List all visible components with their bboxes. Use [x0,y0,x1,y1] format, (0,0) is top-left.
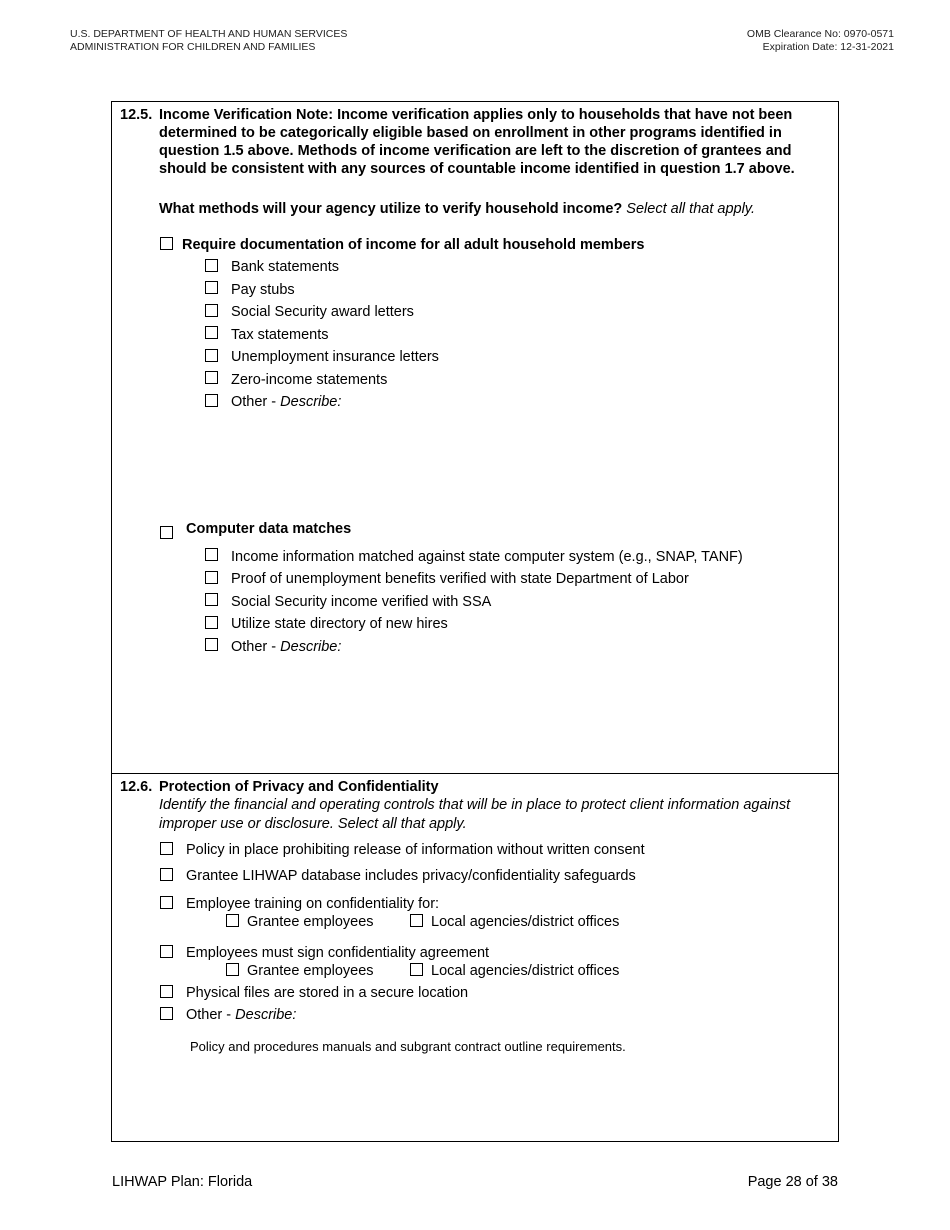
ss-award-letters-label: Social Security award letters [231,304,414,320]
question-12-5 [159,200,755,218]
omb-header [747,28,894,53]
training-grantee-employees-label: Grantee employees [247,914,374,930]
state-computer-match-label: Income information matched against state computer system (e.g., SNAP, TANF) [231,549,743,565]
other-privacy-label: Other - Describe: [186,1007,297,1023]
checkbox-zero-income[interactable] [205,371,218,384]
checkbox-database-safeguards[interactable] [160,868,173,881]
question-number-12-5: 12.5. [120,107,153,123]
footer-plan-name: LIHWAP Plan: Florida [112,1174,253,1190]
other-privacy-response: Policy and procedures manuals and subgrant contract outline requirements. [190,1039,626,1054]
describe-prompt: Describe: [280,394,342,410]
require-documentation-label: Require documentation of income for all adult household members [182,237,645,253]
bank-statements-label: Bank statements [231,259,339,275]
section-12-6-description: Identify the financial and operating controls that will be in place to protect client information against improper use or disclosure. Select all that apply. [159,797,791,832]
checkbox-ss-award-letters[interactable] [205,304,218,317]
agency-division: ADMINISTRATION FOR CHILDREN AND FAMILIES [70,40,316,53]
section-12-6-title: Protection of Privacy and Confidentiality [159,779,439,795]
checkbox-require-documentation[interactable] [160,237,173,250]
expiration-date: Expiration Date: 12-31-2021 [762,40,894,53]
checkbox-other-income-docs[interactable] [205,394,218,407]
checkbox-computer-data-matches[interactable] [160,526,173,539]
checkbox-ssa-verified[interactable] [205,593,218,606]
describe-prompt: Describe: [280,639,342,655]
footer-page-number: Page 28 of 38 [747,1174,838,1190]
unemployment-letters-label: Unemployment insurance letters [231,349,439,365]
written-consent-policy-label: Policy in place prohibiting release of information without written consent [186,842,645,858]
other-data-match-label: Other - Describe: [231,639,342,655]
checkbox-employee-training[interactable] [160,896,173,909]
describe-prompt: Describe: [235,1007,297,1023]
checkbox-bank-statements[interactable] [205,259,218,272]
zero-income-label: Zero-income statements [231,372,388,388]
checkbox-secure-physical-files[interactable] [160,985,173,998]
tax-statements-label: Tax statements [231,327,329,343]
computer-data-matches-label: Computer data matches [186,521,352,537]
checkbox-training-grantee-employees[interactable] [226,914,239,927]
agreement-grantee-employees-label: Grantee employees [247,963,374,979]
income-verification-note: Income Verification Note: Income verification applies only to households that have not been determined to be categorically eligible based on enrollment in other programs identified in question 1.5 above. Methods of income verification are left to the discretion of grantees and should be consistent with any sources of countable income identified in question 1.7 above. [159,107,795,177]
agreement-local-agencies-label: Local agencies/district offices [431,963,620,979]
checkbox-training-local-agencies[interactable] [410,914,423,927]
confidentiality-agreement-label: Employees must sign confidentiality agreement [186,945,490,961]
question-12-5-text: What methods will your agency utilize to verify household income? [159,201,623,217]
question-number-12-6: 12.6. [120,779,153,795]
omb-clearance: OMB Clearance No: 0970-0571 [746,28,894,40]
checkbox-other-data-match[interactable] [205,638,218,651]
secure-physical-files-label: Physical files are stored in a secure location [186,985,469,1001]
new-hires-label: Utilize state directory of new hires [231,616,448,632]
checkbox-state-computer-match[interactable] [205,548,218,561]
ssa-verified-label: Social Security income verified with SSA [231,594,492,610]
checkbox-confidentiality-agreement[interactable] [160,945,173,958]
agency-header [70,28,347,53]
training-local-agencies-label: Local agencies/district offices [431,914,620,930]
pay-stubs-label: Pay stubs [231,282,295,298]
checkbox-pay-stubs[interactable] [205,281,218,294]
other-income-docs-label: Other - Describe: [231,394,342,410]
checkbox-new-hires[interactable] [205,616,218,629]
checkbox-tax-statements[interactable] [205,326,218,339]
question-12-5-hint: Select all that apply. [626,201,755,217]
checkbox-agreement-grantee-employees[interactable] [226,963,239,976]
checkbox-agreement-local-agencies[interactable] [410,963,423,976]
agency-name: U.S. DEPARTMENT OF HEALTH AND HUMAN SERVICES [70,28,348,40]
checkbox-written-consent-policy[interactable] [160,842,173,855]
unemployment-dol-label: Proof of unemployment benefits verified with state Department of Labor [231,571,689,587]
checkbox-unemployment-letters[interactable] [205,349,218,362]
checkbox-other-privacy[interactable] [160,1007,173,1020]
checkbox-unemployment-dol[interactable] [205,571,218,584]
database-safeguards-label: Grantee LIHWAP database includes privacy/confidentiality safeguards [186,868,636,884]
employee-training-label: Employee training on confidentiality for: [186,896,440,912]
